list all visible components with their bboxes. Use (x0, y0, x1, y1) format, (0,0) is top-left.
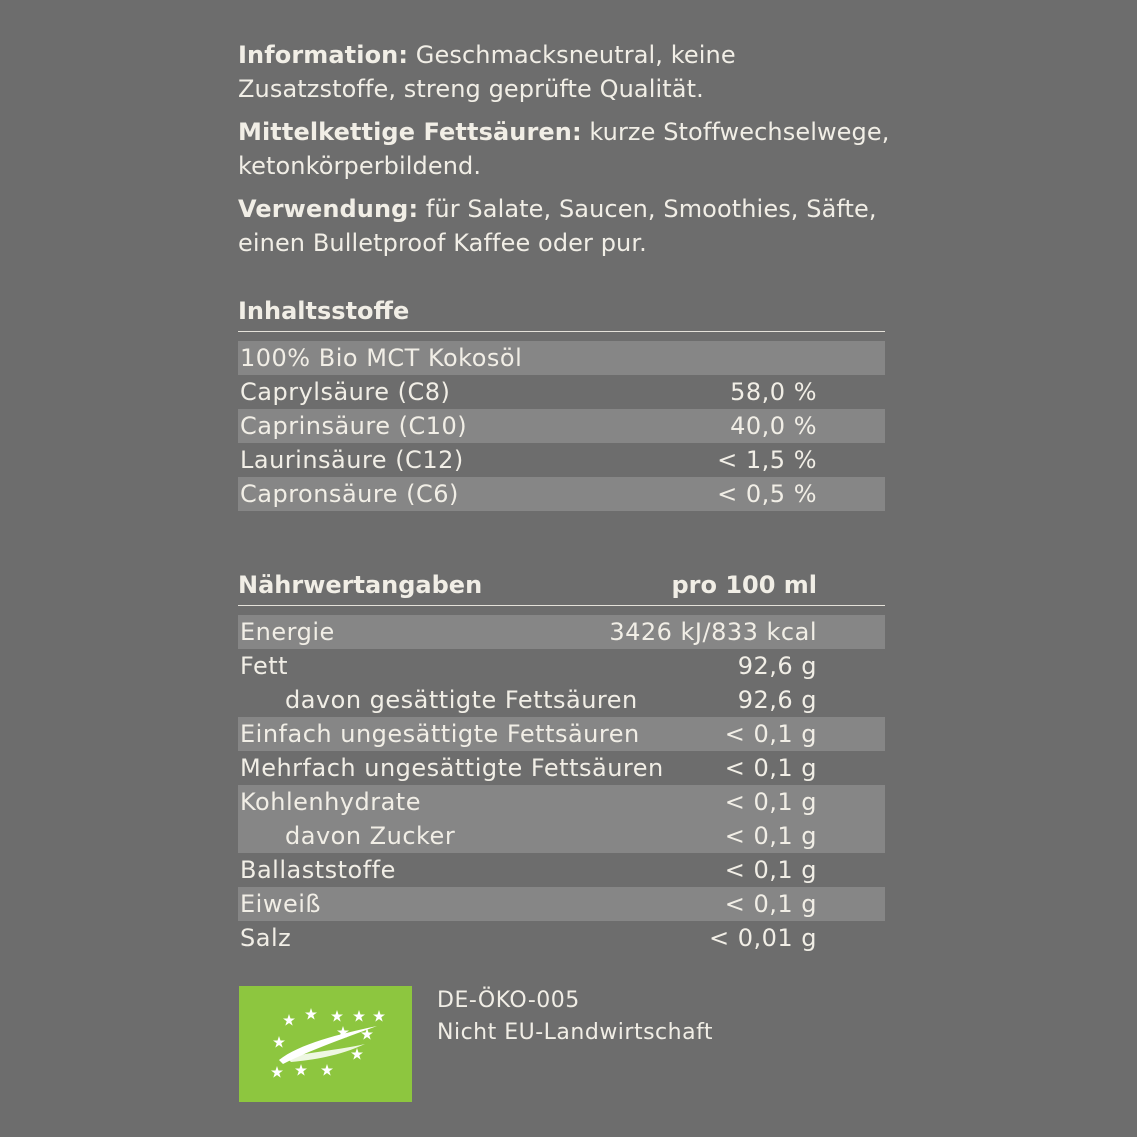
row-value: < 0,01 g (708, 924, 817, 952)
row-value: 92,6 g (737, 652, 817, 680)
nutrition-heading: Nährwertangaben (238, 571, 483, 599)
ingredients-heading: Inhaltsstoffe (238, 297, 410, 325)
row-value: < 0,1 g (724, 754, 817, 782)
table-row (238, 717, 885, 751)
certification-text (437, 985, 713, 1049)
row-label: Mehrfach ungesättigte Fettsäuren (240, 754, 664, 782)
table-row (238, 615, 885, 649)
usage-paragraph: Verwendung: für Salate, Saucen, Smoothies, Säfte, einen Bulletproof Kaffee oder pur. (238, 195, 877, 257)
row-value: < 0,1 g (724, 720, 817, 748)
certification-origin: Nicht EU-Landwirtschaft (437, 1020, 714, 1045)
row-value: < 1,5 % (717, 446, 817, 474)
nutrition-table (238, 615, 885, 955)
row-value: < 0,1 g (724, 890, 817, 918)
row-label: Energie (240, 618, 335, 646)
row-value: < 0,1 g (724, 856, 817, 884)
row-label: Salz (240, 924, 292, 952)
row-value: < 0,5 % (717, 480, 817, 508)
nutrition-title (238, 569, 885, 606)
row-label: davon Zucker (285, 822, 456, 850)
table-row (238, 887, 885, 921)
table-row (238, 649, 885, 683)
row-label: Capronsäure (C6) (240, 480, 459, 508)
table-row (238, 443, 885, 477)
table-row (238, 819, 885, 853)
row-value: 40,0 % (730, 412, 817, 440)
table-row (238, 683, 885, 717)
row-label: Laurinsäure (C12) (240, 446, 464, 474)
row-value: 58,0 % (730, 378, 817, 406)
row-value: < 0,1 g (724, 788, 817, 816)
row-label: Einfach ungesättigte Fettsäuren (240, 720, 640, 748)
row-label: Ballaststoffe (240, 856, 396, 884)
row-label: Fett (240, 652, 289, 680)
eu-organic-leaf-icon (239, 986, 412, 1102)
table-row (238, 785, 885, 819)
table-row (238, 921, 885, 955)
table-row (238, 341, 885, 375)
table-row (238, 409, 885, 443)
row-label: Caprinsäure (C10) (240, 412, 468, 440)
row-label: Eiweiß (240, 890, 322, 918)
ingredients-table (238, 341, 885, 511)
certification-code: DE-ÖKO-005 (437, 988, 580, 1013)
mct-paragraph: Mittelkettige Fettsäuren: kurze Stoffwechselwege, ketonkörperbildend. (238, 118, 890, 180)
row-label: Caprylsäure (C8) (240, 378, 451, 406)
table-row (238, 751, 885, 785)
row-value: 92,6 g (737, 686, 817, 714)
info-paragraph: Information: Geschmacksneutral, keine Zusatzstoffe, streng geprüfte Qualität. (238, 41, 736, 103)
nutrition-unit-header: pro 100 ml (671, 571, 817, 599)
row-label: Kohlenhydrate (240, 788, 421, 816)
row-value: 3426 kJ/833 kcal (609, 618, 817, 646)
row-value: < 0,1 g (724, 822, 817, 850)
product-info-panel (238, 38, 898, 955)
row-label: 100% Bio MCT Kokosöl (240, 344, 523, 372)
table-row (238, 853, 885, 887)
ingredients-title (238, 295, 885, 332)
table-row (238, 477, 885, 511)
table-row (238, 375, 885, 409)
row-label: davon gesättigte Fettsäuren (285, 686, 638, 714)
